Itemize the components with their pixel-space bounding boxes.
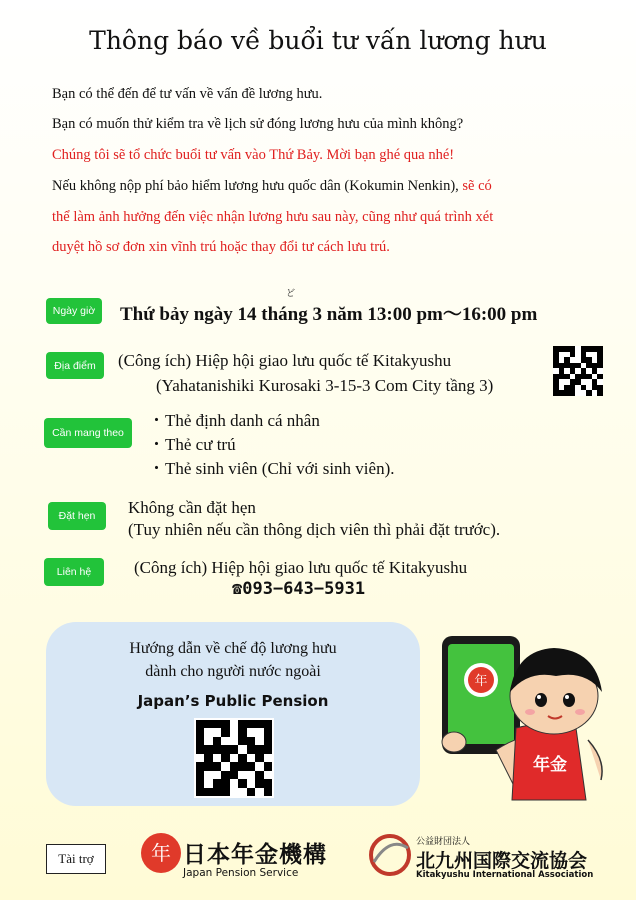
sponsor-label: Tài trợ: [46, 844, 106, 874]
guide-line-3: Japan’s Public Pension: [137, 692, 329, 710]
when-tag: Ngày giờ: [46, 298, 102, 324]
intro-line-5: thể làm ảnh hưởng đến việc nhận lương hưu sau này, cũng như quá trình xét: [52, 209, 494, 225]
where-tag: Địa điểm: [46, 352, 104, 379]
svg-text:年: 年: [474, 674, 488, 689]
jps-name: 日本年金機構: [183, 842, 327, 868]
jps-english-name: Japan Pension Service: [183, 867, 299, 879]
kia-english-name: Kitakyushu International Association: [416, 870, 594, 880]
location-qr-code[interactable]: [553, 346, 603, 396]
intro-line-2: Bạn có muốn thử kiểm tra về lịch sử đóng lương hưu của mình không?: [52, 116, 464, 132]
bring-item-1: ・Thẻ định danh cá nhân: [148, 411, 320, 430]
where-line-2: (Yahatanishiki Kurosaki 3-15-3 Com City tầng 3): [156, 376, 494, 395]
contact-line-1: (Công ích) Hiệp hội giao lưu quốc tế Kitakyushu: [134, 558, 468, 577]
contact-tag: Liên hệ: [44, 558, 104, 586]
where-line-1: (Công ích) Hiệp hội giao lưu quốc tế Kitakyushu: [118, 351, 452, 370]
guide-line-2: dành cho người nước ngoài: [145, 663, 321, 680]
ruby-mark: ど: [286, 289, 296, 299]
pension-guide-box: [46, 622, 420, 806]
kia-logo-icon: [368, 832, 412, 878]
jps-logo-icon: [140, 832, 182, 874]
guide-qr-code[interactable]: [194, 718, 274, 798]
reserve-line-2: (Tuy nhiên nếu cần thông dịch viên thì phải đặt trước).: [128, 520, 501, 539]
kia-name: 北九州国際交流協会: [416, 850, 588, 872]
intro-line-4-red: sẽ có: [462, 178, 492, 194]
intro-line-3: Chúng tôi sẽ tổ chức buổi tư vấn vào Thứ Bảy. Mời bạn ghé qua nhé!: [52, 147, 455, 163]
kia-foundation-label: 公益財団法人: [416, 837, 471, 847]
intro-line-6: duyệt hồ sơ đơn xin vĩnh trú hoặc thay đổi tư cách lưu trú.: [52, 239, 390, 255]
reserve-tag: Đặt hẹn: [48, 502, 106, 530]
guide-line-1: Hướng dẫn về chế độ lương hưu: [129, 640, 337, 657]
mascot-illustration: [436, 630, 614, 810]
when-value: Thứ bảy ngày 14 tháng 3 năm 13:00 pm〜16:00 pm: [120, 304, 538, 325]
page-title: Thông báo về buổi tư vấn lương hưu: [89, 26, 547, 55]
svg-text:年: 年: [151, 841, 171, 865]
reserve-line-1: Không cần đặt hẹn: [128, 498, 256, 517]
bring-item-3: ・Thẻ sinh viên (Chỉ với sinh viên).: [148, 459, 395, 478]
intro-line-1: Bạn có thể đến để tư vấn về vấn đề lương hưu.: [52, 86, 323, 102]
bring-item-2: ・Thẻ cư trú: [148, 435, 236, 454]
bring-tag: Cần mang theo: [44, 418, 132, 448]
intro-line-4: [52, 178, 492, 195]
contact-phone[interactable]: ☎093−643−5931: [232, 579, 366, 599]
mascot-shirt-text: 年金: [533, 755, 567, 775]
intro-line-4-black: Nếu không nộp phí bảo hiểm lương hưu quốc dân (Kokumin Nenkin),: [52, 178, 463, 194]
